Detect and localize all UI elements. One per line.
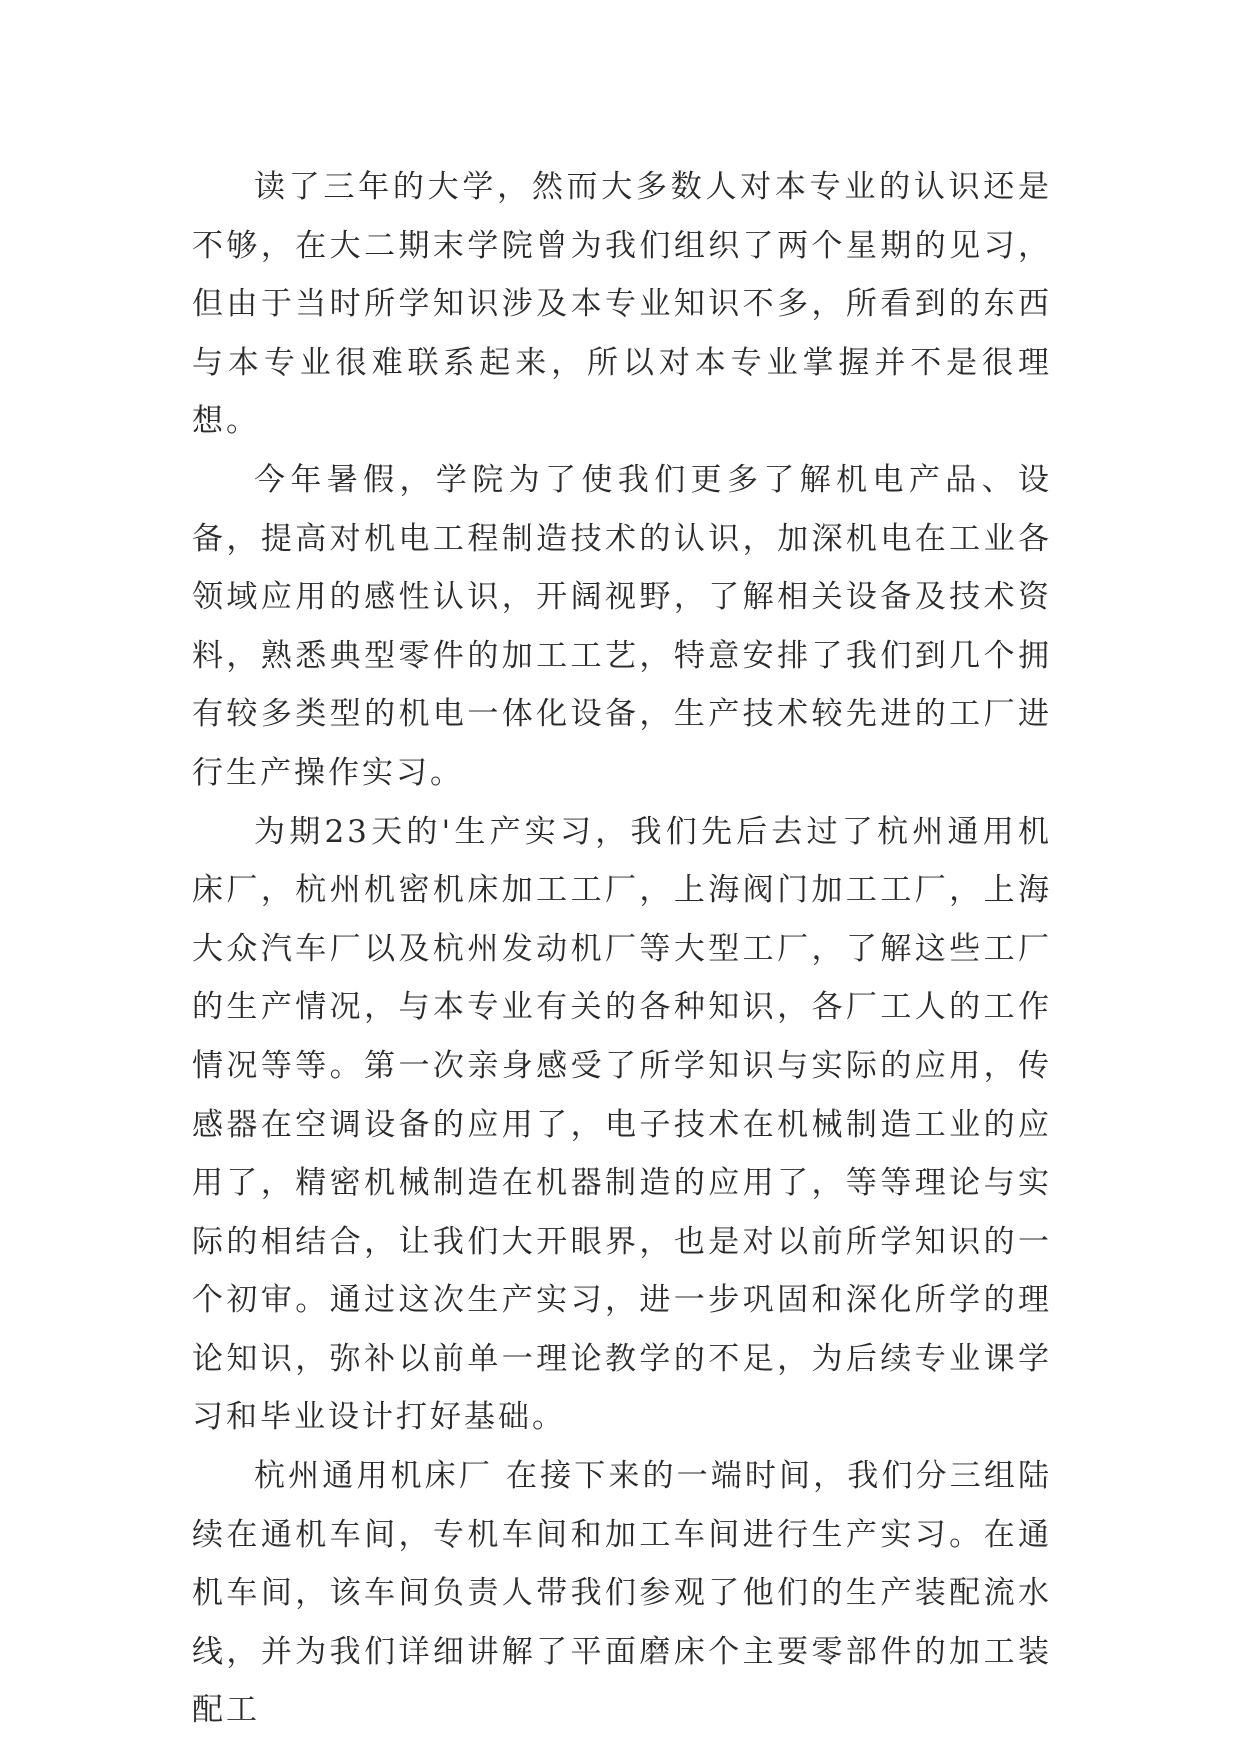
- paragraph: 杭州通用机床厂 在接下来的一端时间，我们分三组陆续在通机车间，专机车间和加工车间进行生产实习。在通机车间，该车间负责人带我们参观了他们的生产装配流水线，并为我们详细讲解了平面磨床个主要零部件的加工装配工: [192, 1458, 1052, 1729]
- paragraph: 为期23天的'生产实习，我们先后去过了杭州通用机床厂，杭州机密机床加工工厂，上海阀门加工工厂，上海大众汽车厂以及杭州发动机厂等大型工厂，了解这些工厂的生产情况，与本专业有关的各种知识，各厂工人的工作情况等等。第一次亲身感受了所学知识与实际的应用，传感器在空调设备的应用了，电子技术在机械制造工业的应用了，精密机械制造在机器制造的应用了，等等理论与实际的相结合，让我们大开眼界，也是对以前所学知识的一个初审。通过这次生产实习，进一步巩固和深化所学的理论知识，弥补以前单一理论教学的不足，为后续专业课学习和毕业设计打好基础。: [192, 813, 1052, 1436]
- paragraph: 今年暑假，学院为了使我们更多了解机电产品、设备，提高对机电工程制造技术的认识，加深机电在工业各领域应用的感性认识，开阔视野，了解相关设备及技术资料，熟悉典型零件的加工工艺，特意安排了我们到几个拥有较多类型的机电一体化设备，生产技术较先进的工厂进行生产操作实习。: [192, 461, 1052, 791]
- paragraph: 读了三年的大学，然而大多数人对本专业的认识还是不够，在大二期末学院曾为我们组织了两个星期的见习，但由于当时所学知识涉及本专业知识不多，所看到的东西与本专业很难联系起来，所以对本专业掌握并不是很理想。: [192, 169, 1052, 440]
- document-body: [192, 158, 1052, 1740]
